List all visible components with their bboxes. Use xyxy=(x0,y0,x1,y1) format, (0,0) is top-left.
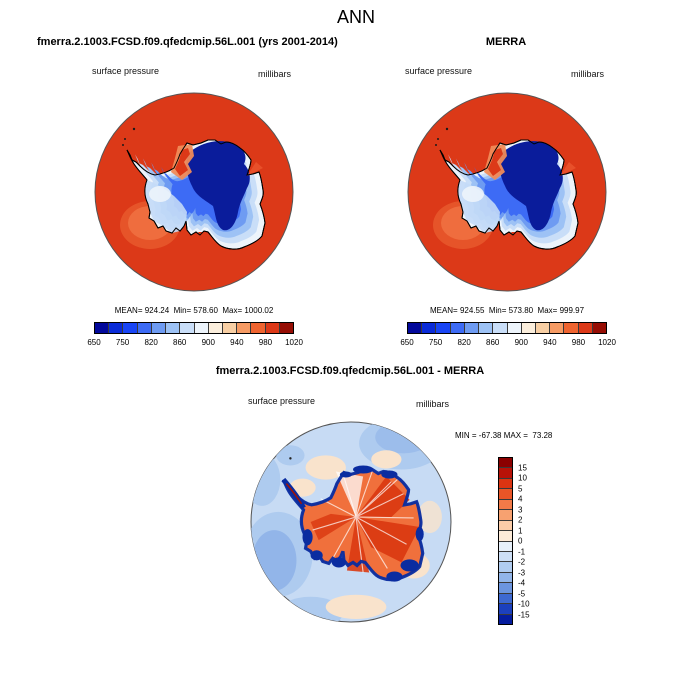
tick-label: 980 xyxy=(571,338,586,347)
diff-map xyxy=(250,421,452,623)
tick-label: 2 xyxy=(518,515,523,525)
obs-panel-title: MERRA xyxy=(485,36,527,48)
diff-field-label: surface pressure xyxy=(248,396,316,406)
diff-panel-title: fmerra.2.1003.FCSD.f09.qfedcmip.56L.001 - MERRA xyxy=(215,365,485,377)
colorbar-cell xyxy=(436,323,450,333)
tick-label: -10 xyxy=(518,599,530,609)
colorbar-cell xyxy=(499,573,512,583)
tick-label: 650 xyxy=(87,338,101,347)
model-map xyxy=(94,92,294,292)
colorbar-cell xyxy=(166,323,180,333)
tick-label: 750 xyxy=(115,338,130,347)
colorbar-cell xyxy=(465,323,479,333)
colorbar-cell xyxy=(180,323,194,333)
page-title: ANN xyxy=(336,7,375,27)
colorbar-cell xyxy=(508,323,522,333)
colorbar-cell xyxy=(237,323,251,333)
colorbar-cell xyxy=(251,323,265,333)
tick-label: 900 xyxy=(201,338,215,347)
tick-label: -2 xyxy=(518,557,526,567)
colorbar-cell xyxy=(493,323,507,333)
tick-label: 1020 xyxy=(598,338,616,347)
colorbar-cell xyxy=(499,615,512,624)
colorbar-cell xyxy=(195,323,209,333)
colorbar-cell xyxy=(209,323,223,333)
colorbar-cell xyxy=(499,479,512,489)
colorbar-cell xyxy=(499,521,512,531)
tick-label: 980 xyxy=(258,338,273,347)
colorbar-cell xyxy=(499,604,512,614)
colorbar-cell xyxy=(579,323,593,333)
obs-map xyxy=(407,92,607,292)
diff-units-label: millibars xyxy=(416,399,450,409)
tick-label: 820 xyxy=(457,338,471,347)
colorbar-cell xyxy=(152,323,166,333)
colorbar-cell xyxy=(564,323,578,333)
model-units-label: millibars xyxy=(258,69,292,79)
colorbar-cell xyxy=(499,510,512,520)
obs-field-label: surface pressure xyxy=(405,66,473,76)
tick-label: 3 xyxy=(518,505,523,514)
colorbar-cell xyxy=(109,323,123,333)
tick-label: -15 xyxy=(518,610,530,619)
colorbar-cell xyxy=(499,468,512,478)
tick-label: 750 xyxy=(428,338,443,347)
tick-label: -1 xyxy=(518,547,526,556)
tick-label: 1020 xyxy=(285,338,303,347)
colorbar-cell xyxy=(499,552,512,562)
model-stats: MEAN= 924.24 Min= 578.60 Max= 1000.02 xyxy=(114,306,274,315)
colorbar-cell xyxy=(536,323,550,333)
tick-label: 650 xyxy=(400,338,414,347)
obs-stats: MEAN= 924.55 Min= 573.80 Max= 999.97 xyxy=(429,306,585,315)
colorbar-cell xyxy=(593,323,606,333)
colorbar-cell xyxy=(499,531,512,541)
tick-label: 940 xyxy=(543,338,557,347)
colorbar-cell xyxy=(550,323,564,333)
colorbar-cell xyxy=(266,323,280,333)
tick-label: -3 xyxy=(518,568,526,577)
colorbar-cell xyxy=(499,594,512,604)
colorbar-cell xyxy=(499,489,512,499)
tick-label: 15 xyxy=(518,463,527,472)
colorbar-cell xyxy=(499,542,512,552)
colorbar-cell xyxy=(280,323,293,333)
model-field-label: surface pressure xyxy=(92,66,160,76)
colorbar-cell xyxy=(95,323,109,333)
tick-label: 860 xyxy=(486,338,500,347)
colorbar-cell xyxy=(522,323,536,333)
colorbar-cell xyxy=(408,323,422,333)
obs-units-label: millibars xyxy=(571,69,605,79)
tick-label: 4 xyxy=(518,494,523,504)
obs-colorbar-ticks xyxy=(400,338,616,348)
diff-stats: MIN = -67.38 MAX = 73.28 xyxy=(455,431,553,440)
colorbar-cell xyxy=(499,562,512,572)
tick-label: 860 xyxy=(173,338,187,347)
colorbar-cell xyxy=(223,323,237,333)
tick-label: -5 xyxy=(518,589,526,598)
colorbar-cell xyxy=(499,500,512,510)
obs-colorbar xyxy=(407,322,607,334)
colorbar-cell xyxy=(422,323,436,333)
colorbar-cell xyxy=(123,323,137,333)
colorbar-cell xyxy=(499,458,512,468)
model-panel-title: fmerra.2.1003.FCSD.f09.qfedcmip.56L.001 (yrs 2001-2014) xyxy=(37,36,338,48)
colorbar-cell xyxy=(479,323,493,333)
diff-colorbar-ticks xyxy=(518,457,542,625)
tick-label: -4 xyxy=(518,578,526,588)
diff-colorbar xyxy=(498,457,513,625)
tick-label: 0 xyxy=(518,536,523,546)
model-colorbar-ticks xyxy=(87,338,303,348)
tick-label: 900 xyxy=(514,338,528,347)
tick-label: 940 xyxy=(230,338,244,347)
model-colorbar xyxy=(94,322,294,334)
colorbar-cell xyxy=(499,583,512,593)
colorbar-cell xyxy=(451,323,465,333)
tick-label: 10 xyxy=(518,473,527,483)
colorbar-cell xyxy=(138,323,152,333)
tick-label: 5 xyxy=(518,484,523,493)
tick-label: 1 xyxy=(518,526,523,535)
tick-label: 820 xyxy=(144,338,158,347)
